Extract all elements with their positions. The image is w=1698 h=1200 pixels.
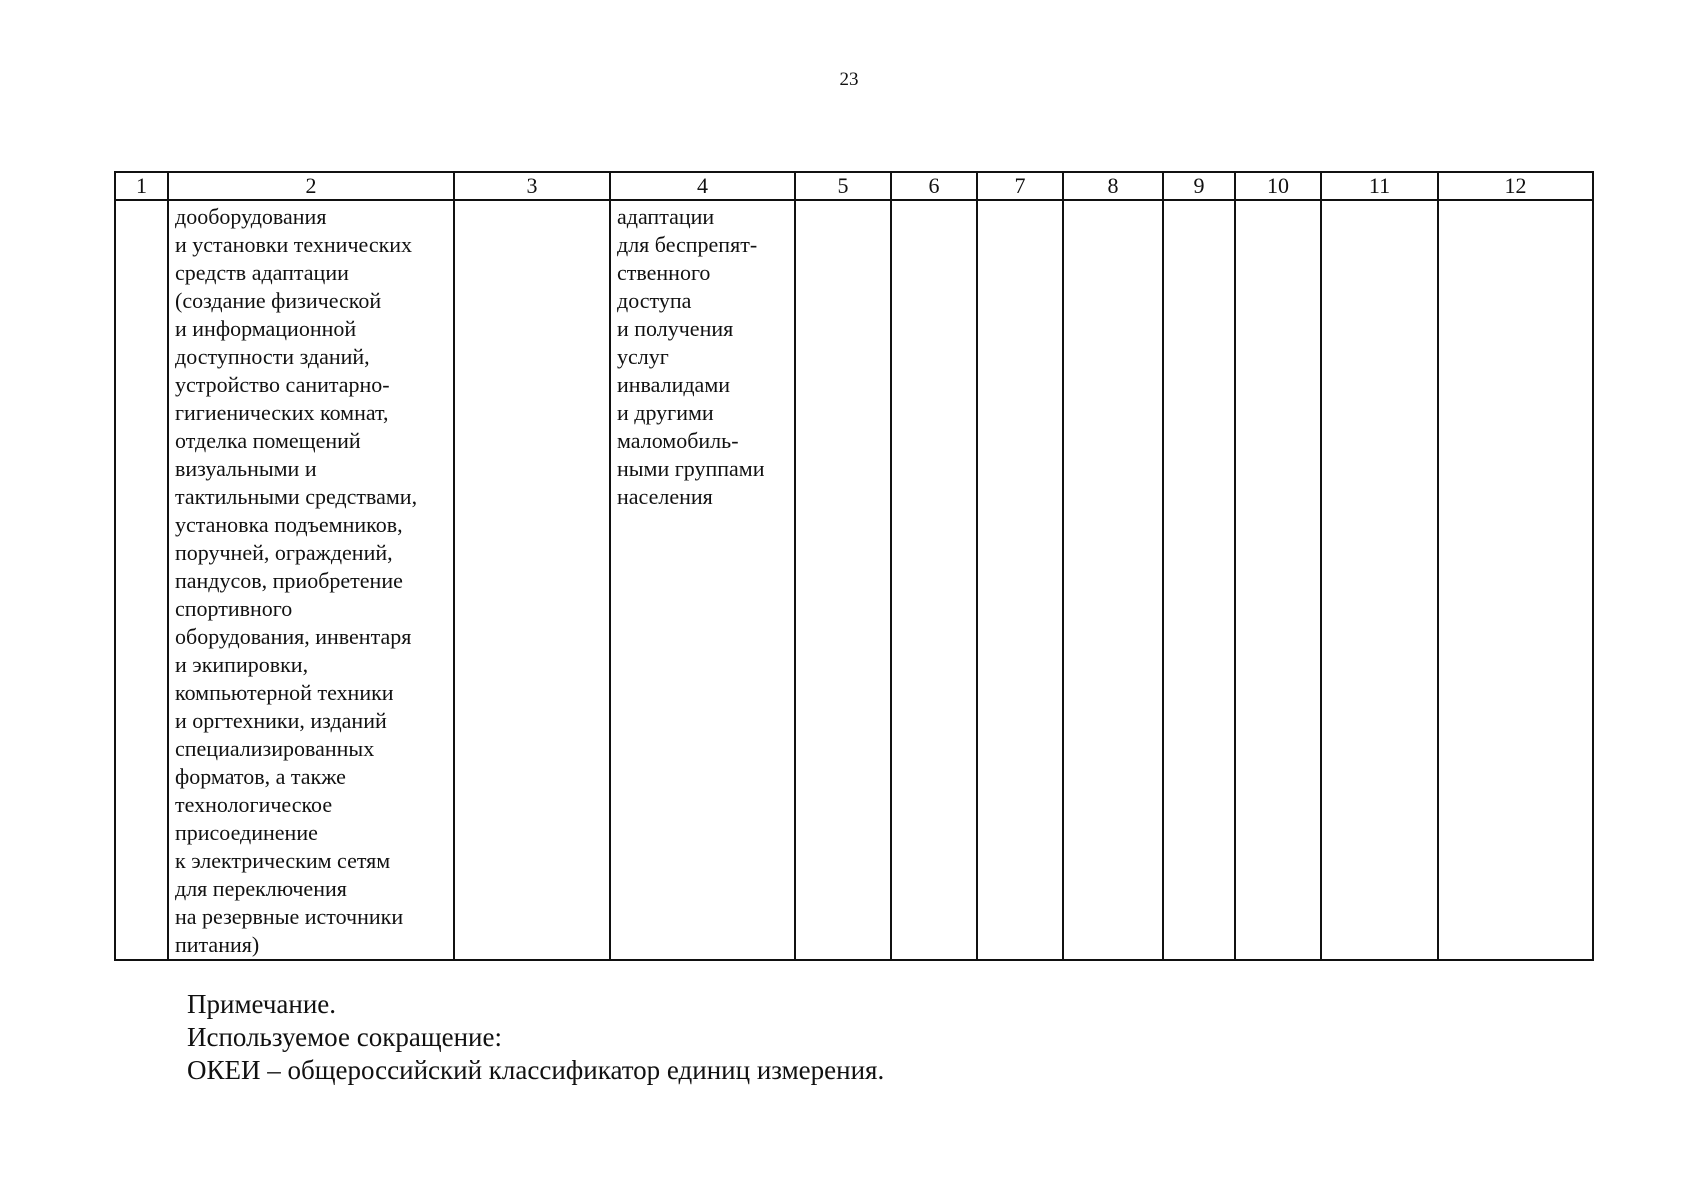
col2-line: на резервные источники xyxy=(175,904,404,929)
data-table xyxy=(114,171,1594,961)
col4-line: и получения xyxy=(617,316,734,341)
col2-line: средств адаптации xyxy=(175,260,349,285)
note-block xyxy=(187,988,884,1087)
col2-line: питания) xyxy=(175,932,260,957)
cell-col-5 xyxy=(795,200,891,960)
col2-line: и оргтехники, изданий xyxy=(175,708,387,733)
col2-line: (создание физической xyxy=(175,288,382,313)
col2-line: специализированных xyxy=(175,736,375,761)
col2-line: визуальными и xyxy=(175,456,317,481)
header-col-5: 5 xyxy=(795,172,891,200)
header-col-10: 10 xyxy=(1235,172,1321,200)
col2-line: пандусов, приобретение xyxy=(175,568,403,593)
cell-col-10 xyxy=(1235,200,1321,960)
col4-text xyxy=(611,201,794,511)
cell-col-4 xyxy=(610,200,795,960)
header-col-12: 12 xyxy=(1438,172,1593,200)
col4-line: и другими xyxy=(617,400,714,425)
note-subtitle: Используемое сокращение: xyxy=(187,1022,502,1052)
cell-col-3 xyxy=(454,200,610,960)
col4-line: маломобиль- xyxy=(617,428,739,453)
header-col-6: 6 xyxy=(891,172,977,200)
cell-col-8 xyxy=(1063,200,1163,960)
col2-line: установка подъемников, xyxy=(175,512,403,537)
col2-line: отделка помещений xyxy=(175,428,361,453)
page-number: 23 xyxy=(839,69,859,90)
col2-line: дооборудования xyxy=(175,204,327,229)
note-text: ОКЕИ – общероссийский классификатор единиц измерения. xyxy=(187,1055,885,1085)
col4-line: инвалидами xyxy=(617,372,731,397)
col2-line: спортивного xyxy=(175,596,293,621)
col2-line: к электрическим сетям xyxy=(175,848,391,873)
col4-line: ными группами xyxy=(617,456,765,481)
col2-line: технологическое xyxy=(175,792,333,817)
header-col-1: 1 xyxy=(115,172,168,200)
header-col-7: 7 xyxy=(977,172,1063,200)
col2-text xyxy=(169,201,453,959)
header-col-2: 2 xyxy=(168,172,454,200)
col2-line: устройство санитарно- xyxy=(175,372,390,397)
col4-line: услуг xyxy=(617,344,669,369)
col2-line: и информационной xyxy=(175,316,357,341)
col2-line: компьютерной техники xyxy=(175,680,394,705)
cell-col-6 xyxy=(891,200,977,960)
header-col-8: 8 xyxy=(1063,172,1163,200)
header-col-3: 3 xyxy=(454,172,610,200)
cell-col-2 xyxy=(168,200,454,960)
col2-line: присоединение xyxy=(175,820,318,845)
col2-line: поручней, ограждений, xyxy=(175,540,393,565)
col4-line: адаптации xyxy=(617,204,715,229)
cell-col-7 xyxy=(977,200,1063,960)
col2-line: и экипировки, xyxy=(175,652,309,677)
cell-col-11 xyxy=(1321,200,1438,960)
col2-line: для переключения xyxy=(175,876,347,901)
cell-col-1 xyxy=(115,200,168,960)
col2-line: оборудования, инвентаря xyxy=(175,624,412,649)
table-row xyxy=(115,200,1593,960)
header-col-4: 4 xyxy=(610,172,795,200)
col4-line: доступа xyxy=(617,288,692,313)
col4-line: населения xyxy=(617,484,713,509)
cell-col-12 xyxy=(1438,200,1593,960)
header-row xyxy=(115,172,1593,200)
col2-line: тактильными средствами, xyxy=(175,484,418,509)
col2-line: форматов, а также xyxy=(175,764,346,789)
col2-line: доступности зданий, xyxy=(175,344,370,369)
note-title: Примечание. xyxy=(187,989,337,1019)
header-col-11: 11 xyxy=(1321,172,1438,200)
col4-line: ственного xyxy=(617,260,711,285)
col4-line: для беспрепят- xyxy=(617,232,758,257)
header-col-9: 9 xyxy=(1163,172,1235,200)
col2-line: гигиенических комнат, xyxy=(175,400,389,425)
col2-line: и установки технических xyxy=(175,232,413,257)
cell-col-9 xyxy=(1163,200,1235,960)
